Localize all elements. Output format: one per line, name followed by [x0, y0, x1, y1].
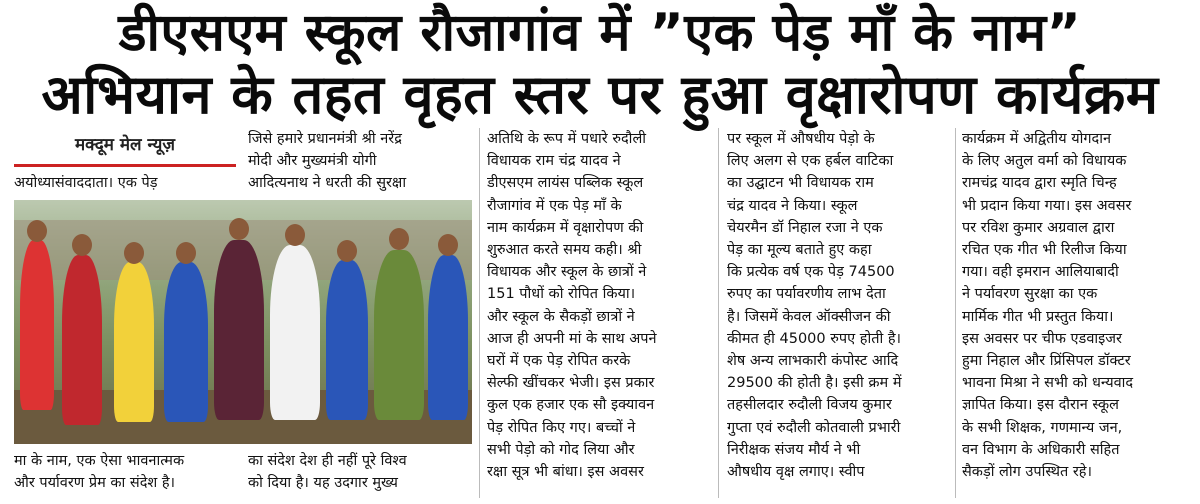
text-line: जिसे हमारे प्रधानमंत्री श्री नरेंद्र: [248, 131, 402, 147]
text-line: कि प्रत्येक वर्ष एक पेड़ 74500: [727, 264, 895, 281]
column-1-bottom: [14, 450, 236, 494]
text-line: विधायक राम चंद्र यादव ने: [487, 153, 621, 170]
text-line: इस अवसर पर चीफ एडवाइजर: [962, 330, 1122, 347]
text-line: औषधीय वृक्ष लगाए। स्वीप: [727, 464, 865, 481]
photo-person: [114, 262, 154, 422]
text-line: निरीक्षक संजय मौर्य ने भी: [727, 441, 861, 458]
text-line: हुमा निहाल और प्रिंसिपल डॉक्टर: [962, 353, 1131, 370]
text-line: तहसीलदार रुदौली विजय कुमार: [727, 397, 892, 414]
text-line: के सभी शिक्षक, गणमान्य जन,: [962, 419, 1123, 436]
text-line: गुप्ता एवं रुदौली कोतवाली प्रभारी: [727, 419, 901, 436]
photo-person: [428, 255, 468, 420]
text-line: लिए अलग से एक हर्बल वाटिका: [727, 153, 894, 170]
photo-person: [214, 240, 264, 420]
text-line: का उद्घाटन भी विधायक राम: [727, 175, 874, 192]
text-line: भावना मिश्रा ने सभी को धन्यवाद: [962, 375, 1134, 392]
text-line: रुपए का पर्यावरणीय लाभ देता: [727, 286, 886, 303]
text-line: मार्मिक गीत भी प्रस्तुत किया।: [962, 308, 1114, 325]
photo-head: [27, 220, 47, 242]
column-3: [487, 128, 711, 500]
headline-line-1: डीएसएम स्कूल रौजागांव में ”एक पेड़ माँ के नाम”: [118, 3, 1082, 63]
text-line: गया। वही इमरान आलियाबादी: [962, 264, 1119, 281]
column-4: [727, 128, 951, 500]
photo-head: [438, 234, 458, 256]
photo-head: [285, 224, 305, 246]
text-line: नाम कार्यक्रम में वृक्षारोपण की: [487, 219, 644, 236]
text-line: पर स्कूल में औषधीय पेड़ो के: [727, 131, 875, 147]
text-line: ने पर्यावरण सुरक्षा का एक: [962, 286, 1098, 303]
photo-person: [326, 260, 368, 420]
photo-person: [270, 245, 320, 420]
photo-head: [176, 242, 196, 264]
text-line: सेल्फी खींचकर भेजी। इस प्रकार: [487, 375, 655, 392]
photo-person: [62, 255, 102, 425]
text-line: शेष अन्य लाभकारी कंपोस्ट आदि: [727, 353, 899, 370]
photo-head: [124, 242, 144, 264]
text-line: घरों में एक पेड़ रोपित करके: [487, 353, 631, 370]
text-line: और स्कूल के सैकड़ों छात्रों ने: [487, 308, 635, 325]
text-line: चंद्र यादव ने किया। स्कूल: [727, 197, 858, 214]
text-line: पर रविश कुमार अग्रवाल द्वारा: [962, 219, 1115, 236]
text-line: 151 पौधों को रोपित किया।: [487, 286, 636, 303]
photo-person: [374, 250, 424, 420]
text-line: मोदी और मुख्यमंत्री योगी: [248, 153, 377, 170]
text-line: ज्ञापित किया। इस दौरान स्कूल: [962, 397, 1120, 414]
column-5: [962, 128, 1192, 500]
text-line: पेड़ रोपित किए गए। बच्चों ने: [487, 419, 636, 436]
text-line: कीमत ही 45000 रुपए होती है।: [727, 330, 902, 347]
text-line: 29500 की होती है। इसी क्रम में: [727, 375, 902, 392]
text-line: पेड़ का मूल्य बताते हुए कहा: [727, 242, 872, 259]
text-line: चेयरमैन डॉ निहाल रजा ने एक: [727, 219, 883, 236]
text-line: कुल एक हजार एक सौ इक्यावन: [487, 397, 655, 414]
photo-head: [72, 234, 92, 256]
text-line: रक्षा सूत्र भी बांधा। इस अवसर: [487, 464, 644, 481]
event-photo: [14, 200, 472, 444]
text-line: सैकड़ों लोग उपस्थित रहे।: [962, 464, 1092, 481]
text-line: विधायक और स्कूल के छात्रों ने: [487, 264, 647, 281]
text-line: सभी पेड़ो को गोद लिया और: [487, 441, 635, 458]
text-line: भी प्रदान किया गया। इस अवसर: [962, 197, 1132, 214]
photo-person: [20, 240, 54, 410]
text-line: आदित्यनाथ ने धरती की सुरक्षा: [248, 175, 407, 192]
text-line: को दिया है। यह उदगार मुख्य: [248, 475, 398, 492]
column-2: [248, 128, 472, 198]
byline: मक्दूम मेल न्यूज़: [75, 135, 175, 155]
text-line: आज ही अपनी मां के साथ अपने: [487, 330, 657, 347]
text-line: अतिथि के रूप में पधारे रुदौली: [487, 131, 647, 147]
text-line: के लिए अतुल वर्मा को विधायक: [962, 153, 1127, 170]
byline-rule: [14, 164, 236, 167]
text-line: का संदेश देश ही नहीं पूरे विश्व: [248, 453, 407, 469]
text-line: है। जिसमें केवल ऑक्सीजन की: [727, 308, 891, 325]
text-line: और पर्यावरण प्रेम का संदेश है।: [14, 475, 176, 492]
text-line: शुरुआत करते समय कही। श्री: [487, 242, 642, 259]
text-line: रामचंद्र यादव द्वारा स्मृति चिन्ह: [962, 175, 1117, 192]
text-line: कार्यक्रम में अद्वितीय योगदान: [962, 131, 1112, 147]
dateline: अयोध्यासंवाददाता। एक पेड़: [14, 175, 158, 191]
photo-person: [164, 262, 208, 422]
text-line: रौजागांव में एक पेड़ माँ के: [487, 197, 622, 214]
column-divider: [955, 128, 956, 498]
headline-line-2: अभियान के तहत वृहत स्तर पर हुआ वृक्षारोपण कार्यक्रम: [41, 63, 1159, 126]
text-line: डीएसएम लायंस पब्लिक स्कूल: [487, 175, 644, 192]
photo-head: [389, 228, 409, 250]
photo-head: [229, 218, 249, 240]
column-2-bottom: [248, 450, 472, 494]
photo-head: [337, 240, 357, 262]
text-line: मा के नाम, एक ऐसा भावनात्मक: [14, 453, 185, 469]
text-line: रचित एक गीत भी रिलीज किया: [962, 242, 1127, 259]
text-line: वन विभाग के अधिकारी सहित: [962, 441, 1120, 458]
column-divider: [479, 128, 480, 498]
column-divider: [718, 128, 719, 498]
